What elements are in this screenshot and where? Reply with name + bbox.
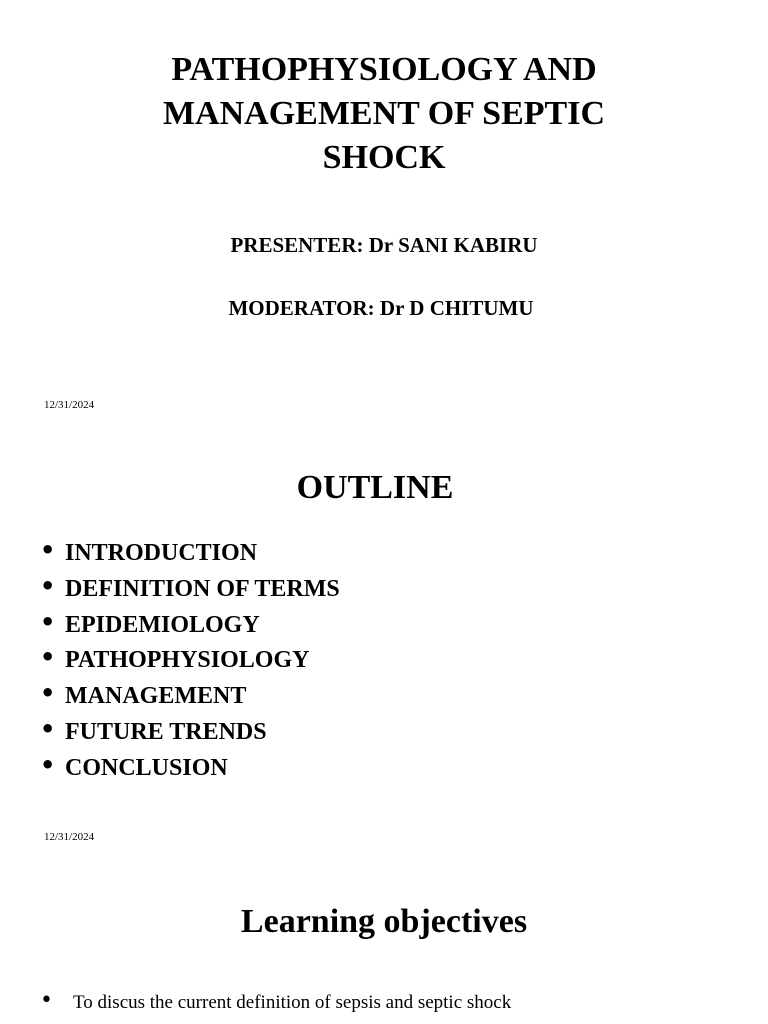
presentation-title <box>110 48 658 180</box>
bullet-icon: • <box>40 750 56 779</box>
list-item <box>40 715 340 751</box>
list-item <box>40 679 340 715</box>
list-item <box>40 643 340 679</box>
slide-date: 12/31/2024 <box>44 399 95 411</box>
outline-item-label: CONCLUSION <box>65 754 228 781</box>
objectives-list <box>40 988 511 1018</box>
outline-item-label: DEFINITION OF TERMS <box>65 575 340 602</box>
bullet-icon: • <box>40 643 56 672</box>
outline-item-label: FUTURE TRENDS <box>65 718 267 745</box>
learning-objectives-title: Learning objectives <box>240 903 528 940</box>
bullet-icon: • <box>40 607 56 636</box>
list-item <box>40 536 340 572</box>
bullet-icon: • <box>40 988 53 1013</box>
bullet-icon: • <box>40 536 56 564</box>
outline-item-label: MANAGEMENT <box>65 683 247 710</box>
title-line: SHOCK <box>322 139 446 176</box>
moderator-line: MODERATOR: Dr D CHITUMU <box>228 296 534 320</box>
outline-item-label: PATHOPHYSIOLOGY <box>65 647 310 674</box>
learning-objectives-slide <box>0 864 768 1024</box>
bullet-icon: • <box>40 679 56 708</box>
title-slide <box>0 0 768 432</box>
slide-date: 12/31/2024 <box>44 831 95 843</box>
list-item <box>40 751 340 787</box>
list-item <box>40 572 340 608</box>
list-item <box>40 608 340 644</box>
bullet-icon: • <box>40 571 56 600</box>
outline-item-label: EPIDEMIOLOGY <box>65 611 260 638</box>
outline-item-label: INTRODUCTION <box>65 540 258 566</box>
list-item <box>40 988 511 1018</box>
presenter-line: PRESENTER: Dr SANI KABIRU <box>230 233 538 257</box>
outline-slide <box>0 432 768 864</box>
outline-list <box>40 536 340 787</box>
bullet-icon: • <box>40 714 56 743</box>
outline-title: OUTLINE <box>296 469 454 506</box>
title-line: MANAGEMENT OF SEPTIC <box>162 95 606 132</box>
objective-label: To discus the current definition of sepsis and septic shock <box>73 992 512 1013</box>
title-line: PATHOPHYSIOLOGY AND <box>171 51 597 88</box>
